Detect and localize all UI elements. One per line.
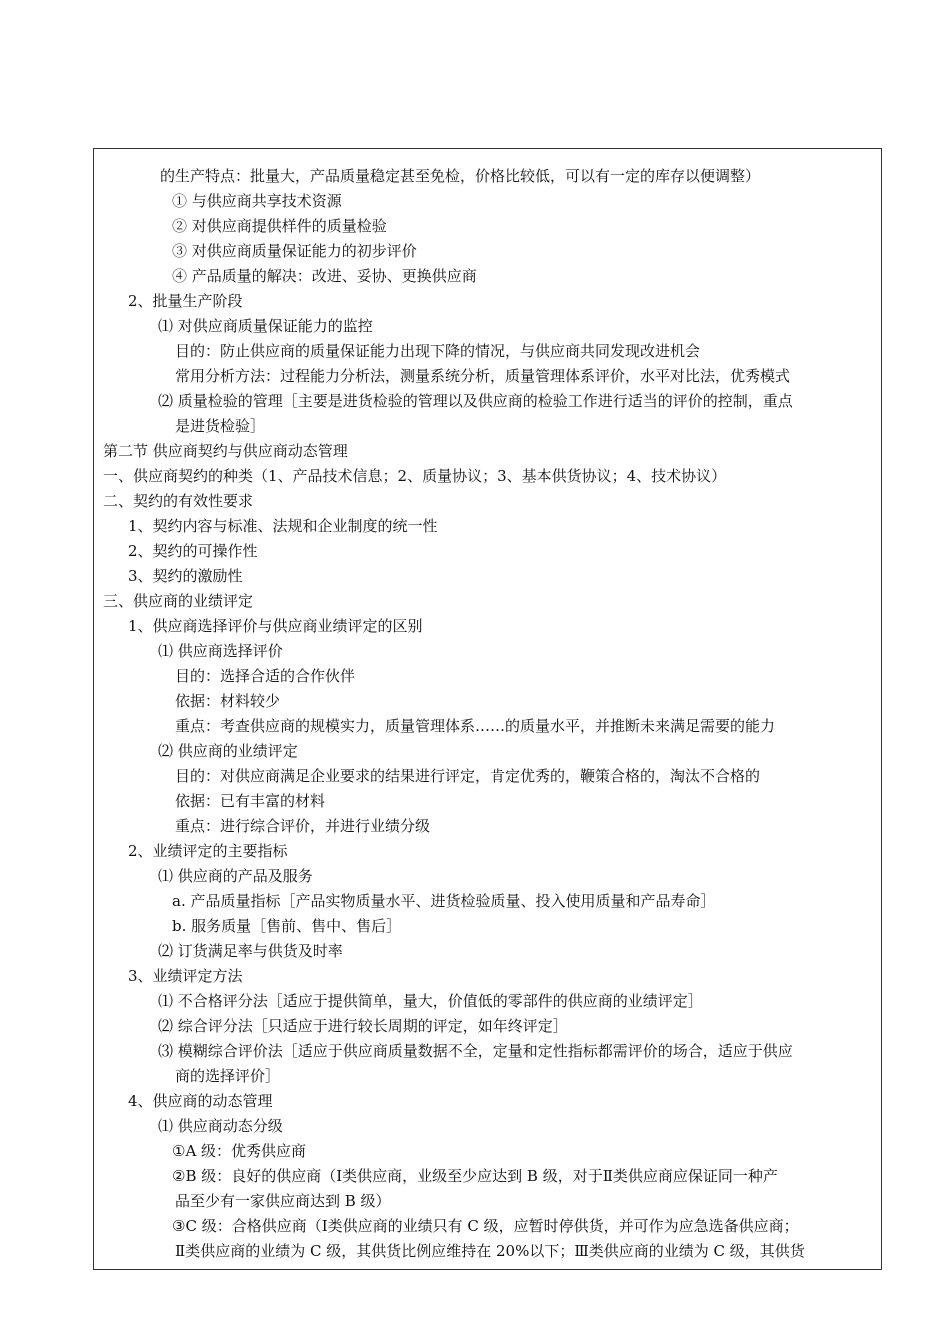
section-heading: 三、供应商的业绩评定 bbox=[103, 592, 254, 610]
text-line: 常用分析方法：过程能力分析法，测量系统分析，质量管理体系评价，水平对比法，优秀模式 bbox=[175, 367, 791, 385]
text-line: 目的：选择合适的合作伙伴 bbox=[175, 667, 356, 685]
section-heading: 一、供应商契约的种类（1、产品技术信息；2、质量协议；3、基本供货协议；4、技术协议） bbox=[103, 467, 727, 485]
subsection-heading: 1、供应商选择评价与供应商业绩评定的区别 bbox=[128, 617, 423, 635]
text-line: 重点：考查供应商的规模实力，质量管理体系……的质量水平，并推断未来满足需要的能力 bbox=[175, 717, 776, 735]
list-item: ⑴ 对供应商质量保证能力的监控 bbox=[158, 317, 373, 335]
list-item: 2、契约的可操作性 bbox=[128, 542, 258, 560]
list-item: ③C 级：合格供应商（Ⅰ类供应商的业绩只有 C 级，应暂时停供货，并可作为应急选备供应商； bbox=[172, 1217, 799, 1235]
list-item: 3、契约的激励性 bbox=[128, 567, 243, 585]
list-item: ② 对供应商提供样件的质量检验 bbox=[172, 217, 387, 235]
section-heading: 二、契约的有效性要求 bbox=[103, 492, 254, 510]
list-item: ⑶ 模糊综合评价法［适应于供应商质量数据不全，定量和定性指标都需评价的场合，适应于供应 bbox=[158, 1042, 793, 1060]
list-item: ⑴ 不合格评分法［适应于提供简单，量大，价值低的零部件的供应商的业绩评定］ bbox=[158, 992, 703, 1010]
list-item: ⑴ 供应商选择评价 bbox=[158, 642, 283, 660]
list-item: ②B 级：良好的供应商（Ⅰ类供应商，业级至少应达到 B 级，对于Ⅱ类供应商应保证同一种产 bbox=[172, 1167, 778, 1185]
list-item: 1、契约内容与标准、法规和企业制度的统一性 bbox=[128, 517, 438, 535]
text-line: 依据：材料较少 bbox=[175, 692, 281, 710]
list-item: ⑵ 供应商的业绩评定 bbox=[158, 742, 298, 760]
list-item: ⑴ 供应商的产品及服务 bbox=[158, 867, 313, 885]
text-line: 依据：已有丰富的材料 bbox=[175, 792, 326, 810]
text-line: 目的：防止供应商的质量保证能力出现下降的情况，与供应商共同发现改进机会 bbox=[175, 342, 701, 360]
section-heading: 第二节 供应商契约与供应商动态管理 bbox=[103, 442, 348, 460]
text-line: 商的选择评价］ bbox=[175, 1067, 281, 1085]
list-item: ③ 对供应商质量保证能力的初步评价 bbox=[172, 242, 417, 260]
list-item: ① 与供应商共享技术资源 bbox=[172, 192, 342, 210]
list-item: ⑵ 订货满足率与供货及时率 bbox=[158, 942, 343, 960]
list-item: ⑵ 综合评分法［只适应于进行较长周期的评定，如年终评定］ bbox=[158, 1017, 568, 1035]
text-line: Ⅱ类供应商的业绩为 C 级，其供货比例应维持在 20%以下；Ⅲ类供应商的业绩为 C 级，其供货 bbox=[175, 1242, 805, 1260]
list-item: a. 产品质量指标［产品实物质量水平、进货检验质量、投入使用质量和产品寿命］ bbox=[172, 892, 716, 910]
text-line: 重点：进行综合评价，并进行业绩分级 bbox=[175, 817, 431, 835]
list-item: ⑵ 质量检验的管理［主要是进货检验的管理以及供应商的检验工作进行适当的评价的控制，重点 bbox=[158, 392, 793, 410]
text-line: 是进货检验］ bbox=[175, 417, 266, 435]
subsection-heading: 3、业绩评定方法 bbox=[128, 967, 243, 985]
list-item: ⑴ 供应商动态分级 bbox=[158, 1117, 283, 1135]
subsection-heading: 2、批量生产阶段 bbox=[128, 292, 243, 310]
list-item: ①A 级：优秀供应商 bbox=[172, 1142, 307, 1160]
text-line: 的生产特点：批量大，产品质量稳定甚至免检，价格比较低，可以有一定的库存以便调整） bbox=[160, 167, 761, 185]
list-item: ④ 产品质量的解决：改进、妥协、更换供应商 bbox=[172, 267, 477, 285]
subsection-heading: 4、供应商的动态管理 bbox=[128, 1092, 273, 1110]
subsection-heading: 2、业绩评定的主要指标 bbox=[128, 842, 288, 860]
text-line: 目的：对供应商满足企业要求的结果进行评定，肯定优秀的，鞭策合格的，淘汰不合格的 bbox=[175, 767, 761, 785]
text-line: 品至少有一家供应商达到 B 级） bbox=[175, 1192, 391, 1210]
list-item: b. 服务质量［售前、售中、售后］ bbox=[172, 917, 402, 935]
